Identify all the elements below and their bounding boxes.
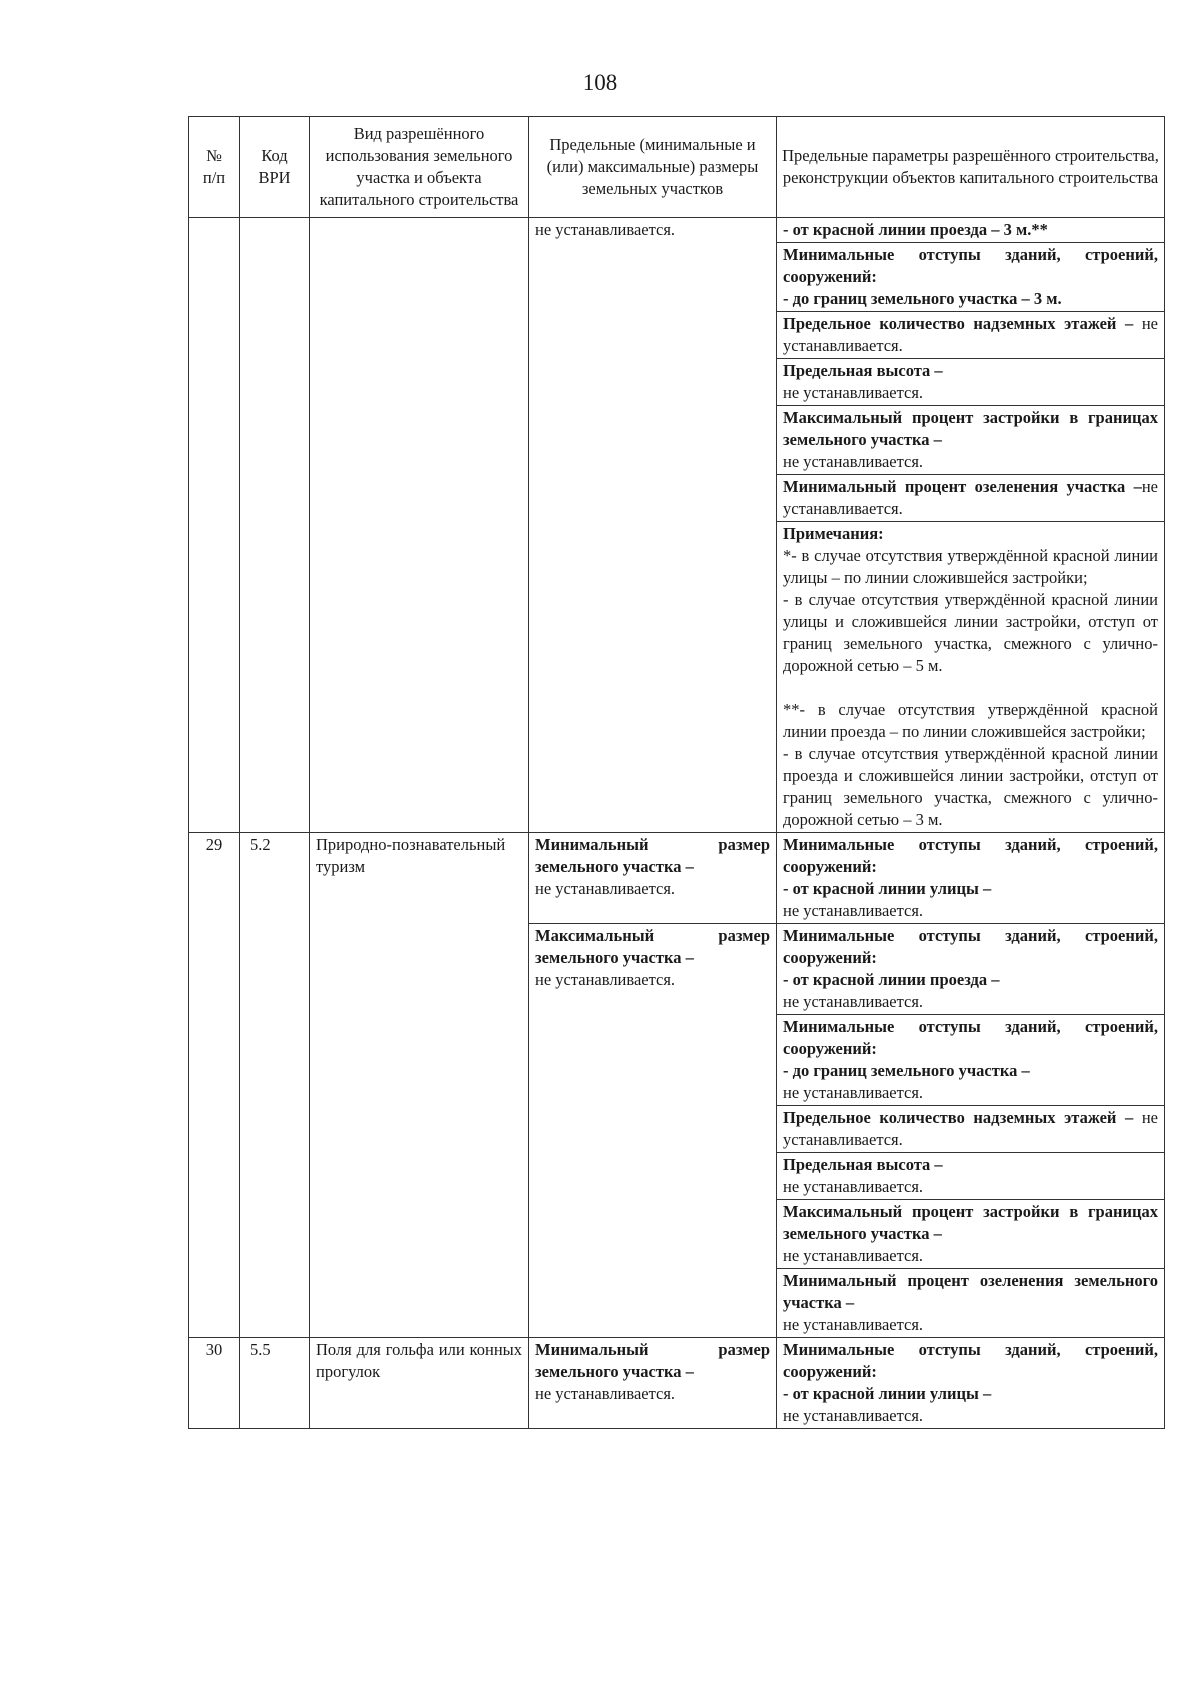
- cont-param-6: Минимальный процент озеленения участка –не устанавливается.: [777, 475, 1165, 522]
- note-2: - в случае отсутствия утверждённой красной линии улицы и сложившейся линии застройки, отступ от границ земельного участка, смежного с улично-дорожной сетью – 5 м.: [783, 590, 1158, 675]
- row30-num: 30: [189, 1338, 240, 1429]
- table-row: [189, 218, 1165, 243]
- header-num: № п/п: [189, 117, 240, 218]
- cont-param-5: Максимальный процент застройки в границах земельного участка – не устанавливается.: [777, 406, 1165, 475]
- cont-param-4: Предельная высота – не устанавливается.: [777, 359, 1165, 406]
- row29-param-5: Предельная высота – не устанавливается.: [777, 1153, 1165, 1200]
- row29-num: 29: [189, 833, 240, 1338]
- row30-code: 5.5: [240, 1338, 310, 1429]
- cont-num-cell: [189, 218, 240, 833]
- row29-param-4: Предельное количество надземных этажей – не устанавливается.: [777, 1106, 1165, 1153]
- note-4: - в случае отсутствия утверждённой красной линии проезда и сложившейся линии застройки, отступ от границ земельного участка, смежного с улично-дорожной сетью – 3 м.: [783, 744, 1158, 829]
- cont-param-2: Минимальные отступы зданий, строений, сооружений: - до границ земельного участка – 3 м.: [777, 243, 1165, 312]
- header-sizes: Предельные (минимальные и (или) максимальные) размеры земельных участков: [529, 117, 777, 218]
- cont-vri-cell: [310, 218, 529, 833]
- cont-notes: [777, 522, 1165, 833]
- cont-size-cell: [529, 218, 777, 833]
- row30-vri: Поля для гольфа или конных прогулок: [310, 1338, 529, 1429]
- row29-param-2: Минимальные отступы зданий, строений, сооружений: - от красной линии проезда – не устанавливается.: [777, 924, 1165, 1015]
- row29-param-3: Минимальные отступы зданий, строений, сооружений: - до границ земельного участка – не устанавливается.: [777, 1015, 1165, 1106]
- page-number: 108: [582, 70, 618, 95]
- note-1: *- в случае отсутствия утверждённой красной линии улицы – по линии сложившейся застройки;: [783, 546, 1158, 587]
- note-3: **- в случае отсутствия утверждённой красной линии проезда – по линии сложившейся застройки;: [783, 700, 1158, 741]
- regulations-table: [188, 116, 1165, 1429]
- row29-param-1: Минимальные отступы зданий, строений, сооружений: - от красной линии улицы – не устанавливается.: [777, 833, 1165, 924]
- cont-param-3: Предельное количество надземных этажей – не устанавливается.: [777, 312, 1165, 359]
- cont-size-value: не устанавливается.: [535, 220, 676, 239]
- notes-title: Примечания:: [783, 524, 884, 543]
- header-code: Код ВРИ: [240, 117, 310, 218]
- row29-size-max: Максимальный размер земельного участка – не устанавливается.: [529, 924, 777, 1338]
- row30-param-1: Минимальные отступы зданий, строений, сооружений: - от красной линии улицы – не устанавливается.: [777, 1338, 1165, 1429]
- row29-code: 5.2: [240, 833, 310, 1338]
- row29-param-6: Максимальный процент застройки в границах земельного участка – не устанавливается.: [777, 1200, 1165, 1269]
- table-row: [189, 833, 1165, 924]
- row29-size-min: Минимальный размер земельного участка – не устанавливается.: [529, 833, 777, 924]
- header-params: Предельные параметры разрешённого строительства, реконструкции объектов капитального строительства: [777, 117, 1165, 218]
- table-header-row: [189, 117, 1165, 218]
- header-vri: Вид разрешённого использования земельного участка и объекта капитального строительства: [310, 117, 529, 218]
- row29-param-7: Минимальный процент озеленения земельного участка – не устанавливается.: [777, 1269, 1165, 1338]
- table-row: [189, 1338, 1165, 1429]
- row30-size-min: Минимальный размер земельного участка – не устанавливается.: [529, 1338, 777, 1429]
- row29-vri: Природно-познавательный туризм: [310, 833, 529, 1338]
- cont-param-1: - от красной линии проезда – 3 м.**: [777, 218, 1165, 243]
- cont-code-cell: [240, 218, 310, 833]
